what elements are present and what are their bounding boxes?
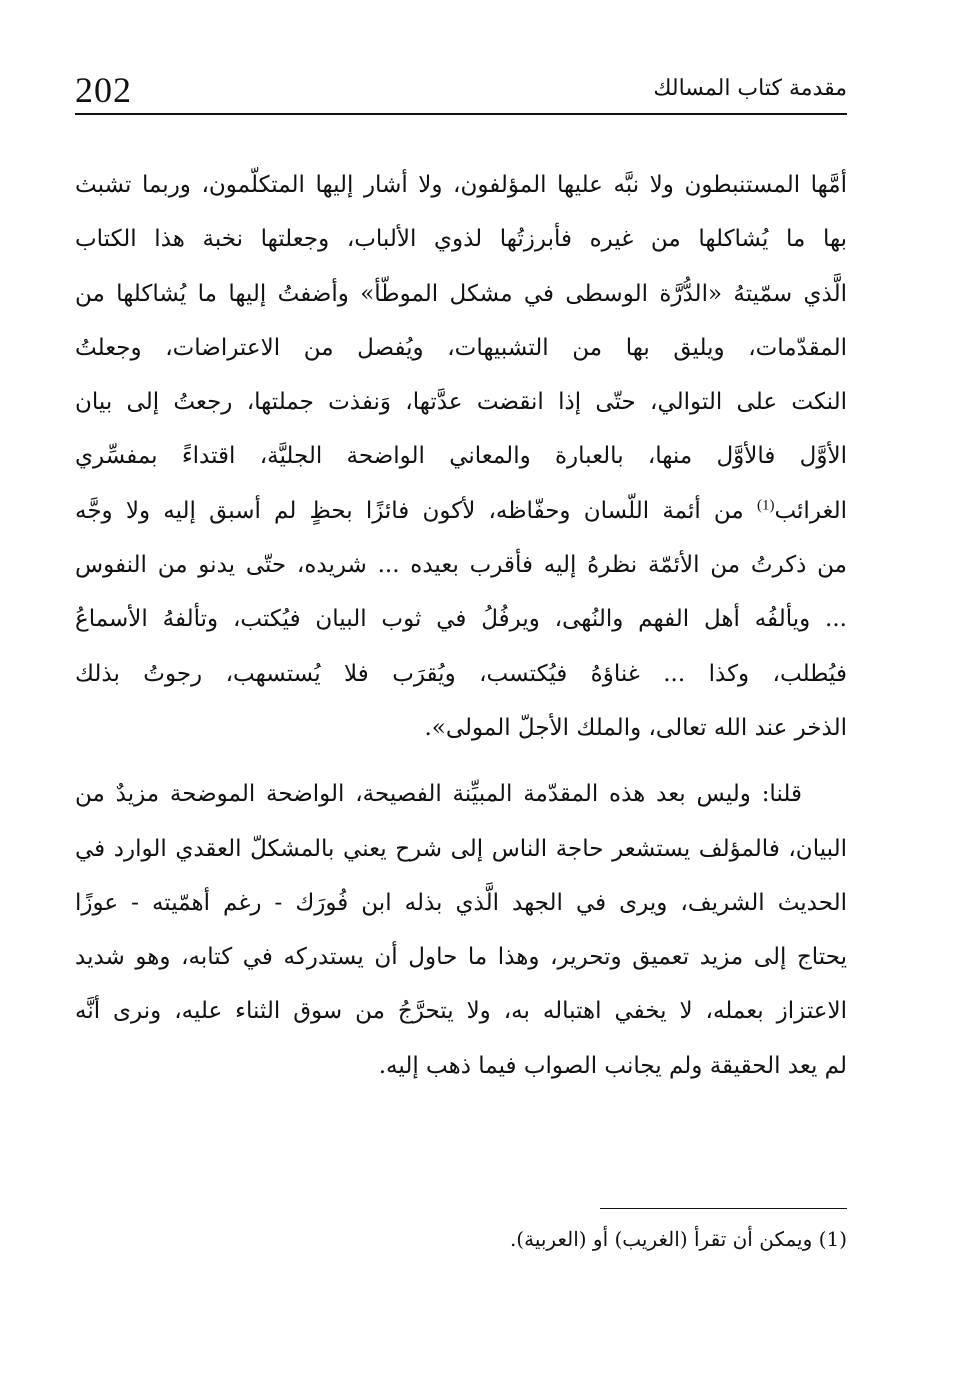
text-line: الذخر عند الله تعالى، والملك الأجلّ المولى». <box>424 714 847 741</box>
footnote-rule <box>600 1208 847 1209</box>
text-line: بها ما يُشاكلها من غيره فأبرزتُها لذوي الألباب، وجعلتها نخبة هذا الكتاب <box>75 226 847 253</box>
text-line: الأوَّل فالأوَّل منها، بالعبارة والمعاني الواضحة الجليَّة، اقتداءً بمفسِّري <box>75 443 847 470</box>
text-line: المقدّمات، ويليق بها من التشبيهات، ويُفصل من الاعتراضات، وجعلتُ <box>75 334 847 361</box>
text-line: الَّذي سمّيتهُ «الدُّرَّة الوسطى في مشكل الموطّأ» وأضفتُ إليها ما يُشاكلها من <box>75 280 847 307</box>
paragraph-gap <box>75 755 847 767</box>
page-number: 202 <box>75 70 132 110</box>
text-line: ... ويألفُه أهل الفهم والنُهى، ويرفُلُ في ثوب البيان فيُكتب، وتألفهُ الأسماعُ <box>75 606 847 633</box>
text-line: قلنا: وليس بعد هذه المقدّمة المبيِّنة الفصيحة، الواضحة الموضحة مزيدٌ من <box>75 781 802 808</box>
paragraph-1 <box>75 158 847 755</box>
text-line: لم يعد الحقيقة ولم يجانب الصواب فيما ذهب إليه. <box>378 1052 847 1079</box>
text-line: الاعتزاز بعمله، لا يخفي اهتباله به، ولا يتحرَّجُ من سوق الثناء عليه، ونرى أنَّه <box>75 998 847 1025</box>
text-line: من ذكرتُ من الأئمّة نظرهُ إليه فأقرب بعيده ... شريده، حتّى يدنو من النفوس <box>75 552 847 579</box>
text-line: الحديث الشريف، ويرى في الجهد الَّذي بذله ابن فُورَك - رغم أهمّيته - عوزًا <box>75 889 847 916</box>
text-line: النكت على التوالي، حتّى إذا انقضت عدَّتها، وَنفذت جملتها، رجعتُ إلى بيان <box>75 389 847 416</box>
running-title: مقدمة كتاب المسالك <box>653 76 847 101</box>
text-line <box>75 484 847 538</box>
text-line: فيُطلب، وكذا ... غناؤهُ فيُكتسب، ويُقرَب فلا يُستسهب، رجوتُ بذلك <box>75 660 847 687</box>
text-segment: الغرائب <box>774 497 847 524</box>
text-line: البيان، فالمؤلف يستشعر حاجة الناس إلى شرح يعني بالمشكلّ العقدي الوارد في <box>75 835 847 862</box>
footnote-marker[interactable]: (1) <box>756 497 775 514</box>
footnote: (1) ويمكن أن تقرأ (الغريب) أو (العربية). <box>509 1227 847 1251</box>
text-line: يحتاج إلى مزيد تعميق وتحرير، وهذا ما حاول أن يستدركه في كتابه، وهو شديد <box>75 944 847 971</box>
page-header <box>75 62 847 110</box>
text-segment: من أئمة اللّسان وحفّاظه، لأكون فائزًا بحظٍ لم أسبق إليه ولا وجَّه <box>75 497 757 524</box>
body-text <box>75 158 847 1093</box>
text-line: أمَّها المستنبطون ولا نبَّه عليها المؤلفون، ولا أشار إليها المتكلّمون، وربما تشبث <box>75 172 847 198</box>
paragraph-2 <box>75 767 847 1093</box>
header-rule <box>75 113 847 115</box>
